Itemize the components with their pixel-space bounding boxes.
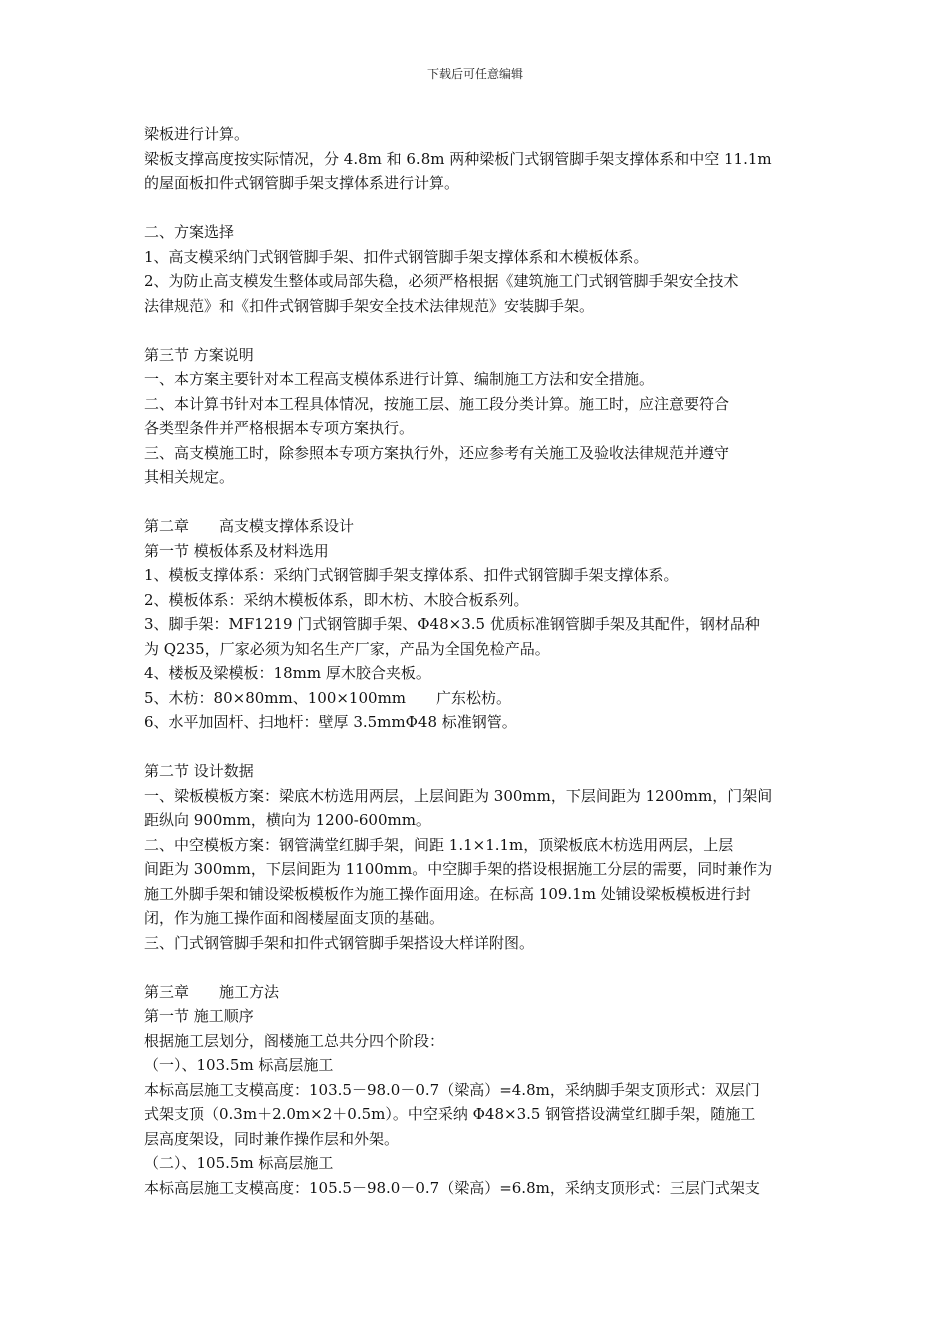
page-header: 下载后可任意编辑: [426, 67, 523, 81]
blank-line: [144, 318, 812, 343]
text-line: 的屋面板扣件式钢管脚手架支撑体系进行计算。: [144, 174, 460, 192]
text-line: 根据施工层划分，阁楼施工总共分四个阶段：: [144, 1031, 445, 1050]
text-line: 三、门式钢管脚手架和扣件式钢管脚手架搭设大样详附图。: [144, 933, 535, 952]
text-line: 二、中空模板方案：钢管满堂红脚手架，间距 1.1×1.1m，顶梁板底木枋选用两层，上层: [144, 835, 734, 854]
text-line: 三、高支模施工时，除参照本专项方案执行外，还应参考有关施工及验收法律规范并遵守: [144, 443, 730, 462]
text-line: 第一节 模板体系及材料选用: [144, 541, 329, 560]
blank-line: [144, 196, 812, 221]
text-line: 2、模板体系：采纳木模板体系，即木枋、木胶合板系列。: [144, 590, 529, 609]
text-line: 梁板进行计算。: [144, 125, 250, 143]
text-line: 施工外脚手架和铺设梁板模板作为施工操作面用途。在标高 109.1m 处铺设梁板模板进行封: [144, 884, 751, 903]
text-line: （二）、105.5m 标高层施工: [144, 1154, 334, 1172]
blank-line: [144, 490, 812, 515]
text-line: 第二章 高支模支撑体系设计: [144, 517, 355, 535]
text-line: 间距为 300mm，下层间距为 1100mm。中空脚手架的搭设根据施工分层的需要，同时兼作为: [144, 860, 773, 878]
text-line: 二、方案选择: [144, 223, 235, 241]
text-line: 梁板支撑高度按实际情况，分 4.8m 和 6.8m 两种梁板门式钢管脚手架支撑体系和中空 11.1m: [144, 149, 772, 168]
text-line: 1、高支模采纳门式钢管脚手架、扣件式钢管脚手架支撑体系和木模板体系。: [144, 247, 649, 266]
text-line: 第一节 施工顺序: [144, 1007, 254, 1025]
text-line: 闭，作为施工操作面和阁楼屋面支顶的基础。: [144, 909, 445, 927]
blank-line: [144, 735, 812, 760]
text-line: 层高度架设，同时兼作操作层和外架。: [144, 1129, 400, 1148]
text-line: 为 Q235，厂家必须为知名生产厂家，产品为全国免检产品。: [144, 639, 550, 658]
text-line: 4、楼板及梁模板：18mm 厚木胶合夹板。: [144, 664, 431, 682]
text-line: 第三节 方案说明: [144, 345, 254, 364]
text-line: 一、梁板模板方案：梁底木枋选用两层，上层间距为 300mm，下层间距为 1200mm，门架间: [144, 786, 773, 805]
text-line: 二、本计算书针对本工程具体情况，按施工层、施工段分类计算。施工时，应注意要符合: [144, 394, 730, 413]
text-line: 本标高层施工支模高度：105.5－98.0－0.7（梁高）=6.8m，采纳支顶形式：三层门式架支: [144, 1178, 760, 1197]
text-line: 1、模板支撑体系：采纳门式钢管脚手架支撑体系、扣件式钢管脚手架支撑体系。: [144, 566, 679, 584]
blank-line: [144, 955, 812, 980]
text-line: 各类型条件并严格根据本专项方案执行。: [144, 419, 415, 437]
text-line: 式架支顶（0.3m＋2.0m×2＋0.5m）。中空采纳 Φ48×3.5 钢管搭设满堂红脚手架，随施工: [144, 1105, 756, 1123]
text-line: 本标高层施工支模高度：103.5－98.0－0.7（梁高）=4.8m，采纳脚手架支顶形式：双层门: [144, 1080, 760, 1099]
text-line: 第三章 施工方法: [144, 982, 280, 1001]
text-line: 2、为防止高支模发生整体或局部失稳，必须严格根据《建筑施工门式钢管脚手架安全技术: [144, 272, 739, 290]
document-body: [144, 122, 812, 1200]
text-line: 5、木枋：80×80mm、100×100mm 广东松枋。: [144, 688, 512, 707]
text-line: （一）、103.5m 标高层施工: [144, 1056, 334, 1074]
text-line: 3、脚手架：MF1219 门式钢管脚手架、Φ48×3.5 优质标准钢管脚手架及其配件，钢材品种: [144, 615, 760, 633]
text-line: 6、水平加固杆、扫地杆：壁厚 3.5mmΦ48 标准钢管。: [144, 713, 517, 731]
text-line: 法律规范》和《扣件式钢管脚手架安全技术法律规范》安装脚手架。: [144, 296, 595, 315]
text-line: 距纵向 900mm，横向为 1200-600mm。: [144, 811, 431, 829]
text-line: 第二节 设计数据: [144, 762, 254, 780]
text-line: 其相关规定。: [144, 468, 235, 486]
text-line: 一、本方案主要针对本工程高支模体系进行计算、编制施工方法和安全措施。: [144, 370, 655, 388]
